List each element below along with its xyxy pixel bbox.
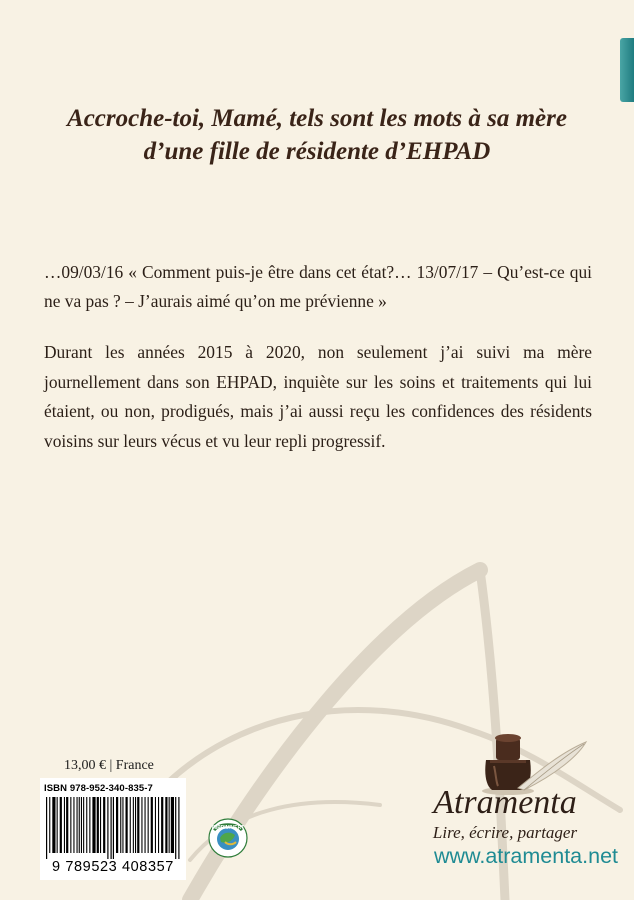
barcode-bar — [178, 797, 179, 859]
barcode-bar — [169, 797, 170, 853]
barcode-bar — [79, 797, 80, 853]
barcode-bar — [133, 797, 134, 853]
barcode-bar — [70, 797, 71, 853]
barcode-bar — [52, 797, 55, 853]
barcode-bar — [60, 797, 62, 853]
diary-quote: …09/03/16 « Comment puis-je être dans cet état?… 13/07/17 – Qu’est-ce qui ne va pas ? – J’aurais aimé qu’on me prévienne » — [44, 262, 592, 311]
publisher-tagline: Lire, écrire, partager — [432, 823, 578, 842]
barcode-bar — [103, 797, 105, 853]
barcode-bar — [92, 797, 95, 853]
barcode-bar — [100, 797, 101, 853]
barcode-bar — [46, 797, 47, 859]
barcode-bar — [89, 797, 90, 853]
imprim-vert-label: IMPRIM'VERT — [211, 825, 245, 831]
barcode-bar — [175, 797, 176, 859]
barcode-bar — [86, 797, 87, 853]
teal-edge-tab — [620, 38, 634, 102]
barcode-bar — [137, 797, 139, 853]
barcode-bar — [145, 797, 146, 853]
barcode-bar — [148, 797, 149, 853]
barcode-bar — [126, 797, 128, 853]
barcode-bar — [165, 797, 167, 853]
price-label: 13,00 € | France — [64, 758, 154, 773]
barcode-bars — [44, 797, 182, 859]
barcode-bar — [122, 797, 123, 853]
barcode-bar — [97, 797, 99, 853]
barcode-bar — [57, 797, 58, 853]
publisher-website-link[interactable]: www.atramenta.net — [433, 844, 618, 868]
barcode-bar — [107, 797, 108, 859]
isbn-number: ISBN 978-952-340-835-7 — [44, 783, 153, 794]
barcode-bar — [83, 797, 84, 853]
book-description: Durant les années 2015 à 2020, non seulement j’ai suivi ma mère journellement dans son EHPAD, inquiète sur les soins et traitements qui lui étaient, ou non, prodigués, mais j’ai aussi reçu les confidences des résidents voisins sur leurs vécus et vu leur repli progressif. — [44, 342, 592, 451]
barcode-bar — [49, 797, 50, 853]
imprim-vert-badge-icon — [208, 818, 248, 858]
book-headline: Accroche-toi, Mamé, tels sont les mots à sa mère d’une fille de résidente d’EHPAD — [67, 105, 567, 165]
barcode-bar — [141, 797, 142, 853]
barcode-bar — [111, 797, 112, 859]
barcode-bar — [66, 797, 68, 853]
barcode-bar — [120, 797, 121, 853]
isbn-barcode — [40, 778, 186, 880]
publisher-name: Atramenta — [433, 784, 577, 821]
barcode-bar — [151, 797, 153, 853]
barcode-bar — [116, 797, 118, 853]
barcode-bar — [135, 797, 136, 853]
barcode-digits: 9 789523 408357 — [52, 859, 174, 875]
barcode-bar — [64, 797, 65, 853]
barcode-bar — [73, 797, 74, 853]
barcode-bar — [171, 797, 174, 853]
barcode-bar — [81, 797, 82, 853]
barcode-bar — [130, 797, 131, 853]
barcode-bar — [113, 797, 114, 859]
barcode-bar — [158, 797, 159, 853]
barcode-bar — [155, 797, 156, 853]
barcode-bar — [161, 797, 163, 853]
barcode-bar — [77, 797, 78, 853]
